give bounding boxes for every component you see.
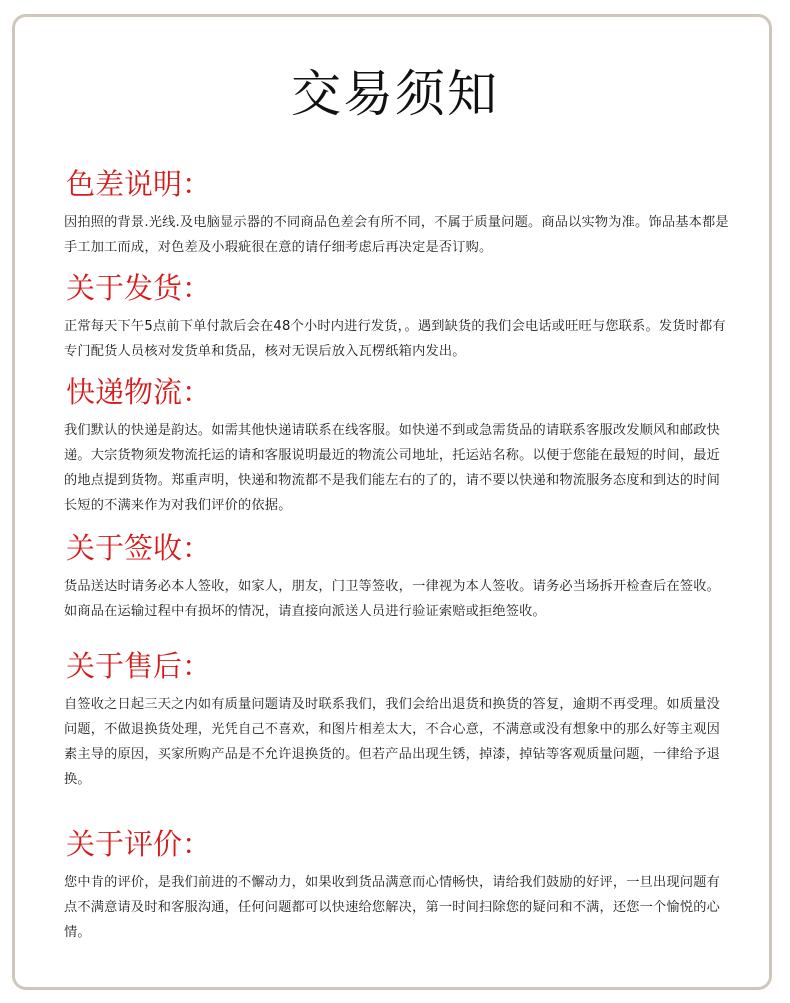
section-body: 我们默认的快递是韵达。如需其他快递请联系在线客服。如快递不到或急需货品的请联系客服改发顺风和邮政快递。大宗货物须发物流托运的请和客服说明最近的物流公司地址，托运站名称。以便于您能在最短的时间，最近的地点提到货物。郑重声明，快递和物流都不是我们能左右的了的，请不要以快递和物流服务态度和到达的时间长短的不满来作为对我们评价的依据。 (64, 423, 720, 513)
section-heading: 快递物流： (66, 375, 212, 409)
section-heading: 关于评价： (66, 827, 212, 861)
section-heading: 关于发货： (66, 271, 212, 305)
section-after-sales (64, 648, 732, 792)
section-heading: 关于签收： (66, 531, 212, 565)
section-reviews (64, 826, 732, 945)
section-body: 货品送达时请务必本人签收，如家人，朋友，门卫等签收，一律视为本人签收。请务必当场拆开检查后在签收。如商品在运输过程中有损坏的情况，请直接向派送人员进行验证索赔或拒绝签收。 (64, 579, 720, 619)
section-logistics (64, 374, 732, 518)
section-body: 正常每天下午5点前下单付款后会在48个小时内进行发货，。遇到缺货的我们会电话或旺旺与您联系。发货时都有专门配货人员核对发货单和货品，核对无误后放入瓦楞纸箱内发出。 (64, 319, 726, 359)
page-title: 交易须知 (291, 65, 499, 123)
section-heading: 色差说明： (66, 167, 212, 201)
section-body: 自签收之日起三天之内如有质量问题请及时联系我们，我们会给出退货和换货的答复，逾期不再受理。如质量没问题，不做退换货处理，光凭自己不喜欢，和图片相差太大，不合心意，不满意或没有想象中的那么好等主观因素主导的原因，买家所购产品是不允许退换货的。但若产品出现生锈，掉漆，掉钻等客观质量问题，一律给予退换。 (64, 697, 720, 787)
section-shipping (64, 270, 732, 364)
section-body: 您中肯的评价，是我们前进的不懈动力，如果收到货品满意而心情畅快，请给我们鼓励的好评，一旦出现问题有点不满意请及时和客服沟通，任何问题都可以快速给您解决，第一时间扫除您的疑问和不满，还您一个愉悦的心情。 (64, 875, 720, 940)
section-body: 因拍照的背景.光线.及电脑显示器的不同商品色差会有所不同，不属于质量问题。商品以实物为准。饰品基本都是手工加工而成，对色差及小瑕疵很在意的请仔细考虑后再决定是否订购。 (64, 215, 729, 255)
section-receipt (64, 530, 732, 624)
section-color-difference (64, 166, 732, 260)
section-heading: 关于售后： (66, 649, 212, 683)
